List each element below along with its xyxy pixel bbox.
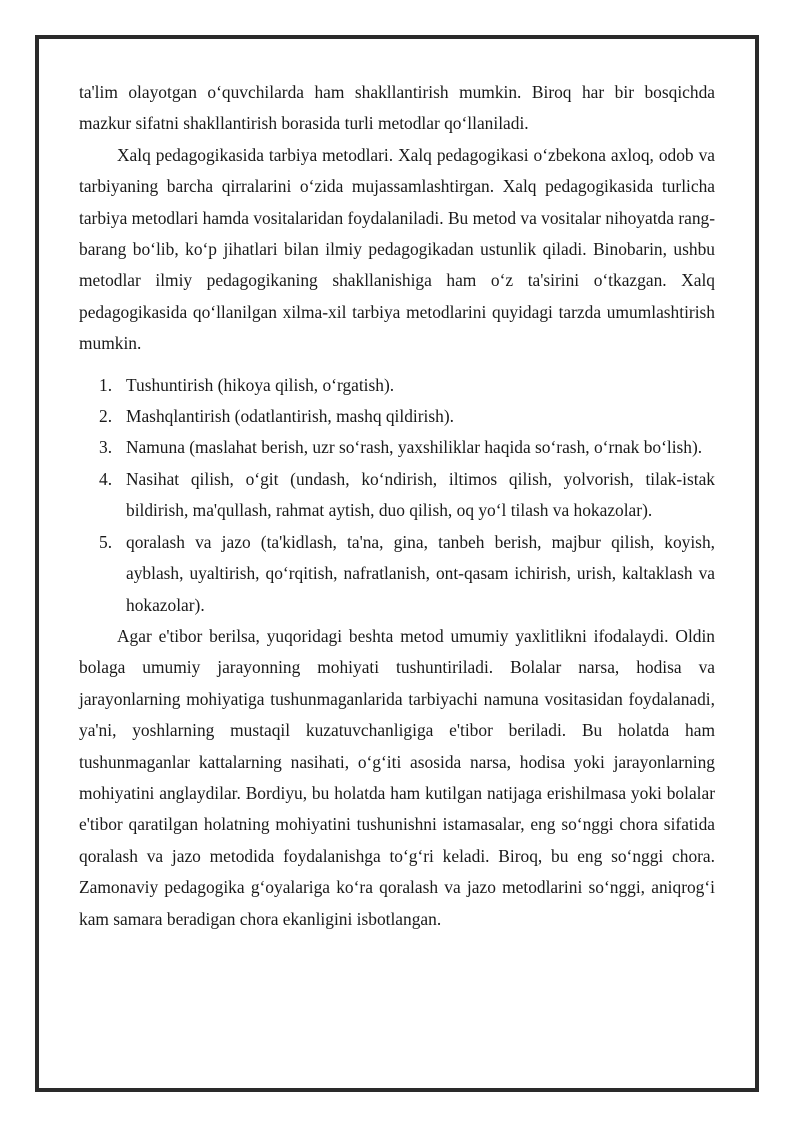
list-item: [79, 370, 715, 401]
list-number: 2.: [99, 406, 113, 427]
paragraph-intro: ta'lim olayotgan o‘quvchilarda ham shakllantirish mumkin. Biroq har bir bosqichda mazkur sifatni shakllantirish borasida turli metodlar qo‘llaniladi.: [79, 82, 715, 134]
methods-list: [79, 370, 715, 621]
page-border: [35, 35, 759, 1092]
document-body: [79, 77, 715, 935]
list-item: [79, 401, 715, 432]
paragraph-conclusion: Agar e'tibor berilsa, yuqoridagi beshta metod umumiy yaxlitlikni ifodalaydi. Oldin bolaga umumiy jarayonning mohiyati tushuntiriladi. Bolalar narsa, hodisa va jarayonlarning mohiyatiga tushunmaganlarida tarbiyachi namuna vositasidan foydalanadi, ya'ni, yoshlarning mustaqil kuzatuvchanligiga e'tibor beriladi. Bu holatda ham tushunmaganlar kattalarning nasihati, o‘g‘iti asosida narsa, hodisa yoki jarayonlarning mohiyatini anglaydilar. Bordiyu, bu holatda ham kutilgan natijaga erishilmasa yoki bolalar e'tibor qaratilgan holatning mohiyatini tushunishni istamasalar, eng so‘nggi chora sifatida qoralash va jazo metodida foydalanishga to‘g‘ri keladi. Biroq, bu eng so‘nggi chora. Zamonaviy pedagogika g‘oyalariga ko‘ra qoralash va jazo metodlarini so‘nggi, aniqrog‘i kam samara beradigan chora ekanligini isbotlangan.: [79, 625, 715, 929]
list-number: 5.: [99, 531, 113, 552]
spacer: [79, 360, 715, 370]
list-item-text: Namuna (maslahat berish, uzr so‘rash, yaxshiliklar haqida so‘rash, o‘rnak bo‘lish).: [126, 437, 703, 458]
list-item-text: Nasihat qilish, o‘git (undash, ko‘ndirish, iltimos qilish, yolvorish, tilak-istak bildirish, ma'qullash, rahmat aytish, duo qilish, oq yo‘l tilash va hokazolar).: [126, 468, 715, 521]
list-item: [79, 527, 715, 621]
list-number: 4.: [99, 468, 113, 489]
list-number: 3.: [99, 437, 113, 458]
list-item: [79, 432, 715, 463]
list-number: 1.: [99, 374, 113, 395]
list-item-text: Tushuntirish (hikoya qilish, o‘rgatish).: [126, 374, 395, 395]
list-item: [79, 464, 715, 527]
paragraph-methods-overview: Xalq pedagogikasida tarbiya metodlari. Xalq pedagogikasi o‘zbekona axloq, odob va tarbiyaning barcha qirralarini o‘zida mujassamlashtirgan. Xalq pedagogikasida turlicha tarbiya metodlari hamda vositalaridan foydalaniladi. Bu metod va vositalar nihoyatda rang-barang bo‘lib, ko‘p jihatlari bilan ilmiy pedagogikadan ustunlik qiladi. Binobarin, ushbu metodlar ilmiy pedagogikaning shakllanishiga ham o‘z ta'sirini o‘tkazgan. Xalq pedagogikasida qo‘llanilgan xilma-xil tarbiya metodlarini quyidagi tarzda umumlashtirish mumkin.: [79, 144, 716, 354]
list-item-text: qoralash va jazo (ta'kidlash, ta'na, gina, tanbeh berish, majbur qilish, koyish, ayblash, uyaltirish, qo‘rqitish, nafratlanish, ont-qasam ichirish, urish, kaltaklash va hokazolar).: [126, 531, 715, 615]
list-item-text: Mashqlantirish (odatlantirish, mashq qildirish).: [126, 406, 454, 427]
